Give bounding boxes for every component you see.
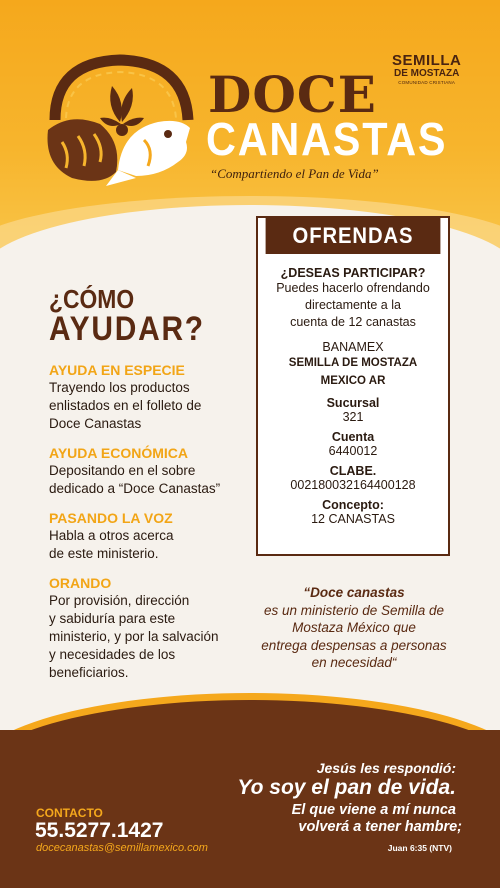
offerings-intro-2: directamente a la xyxy=(305,298,401,312)
offerings-body xyxy=(258,254,448,526)
clabe-value: 002180032164400128 xyxy=(290,478,416,492)
offerings-question: ¿DESEAS PARTICIPAR? xyxy=(280,266,426,280)
basket-logo-icon xyxy=(40,50,200,190)
help-heading-2: AYUDAR? xyxy=(49,310,205,348)
quote-line-1: es un ministerio de Semilla de xyxy=(263,602,445,618)
account-label: Cuenta xyxy=(331,430,375,444)
help-way xyxy=(49,362,249,433)
branch-label: Sucursal xyxy=(326,396,380,410)
leaf-icon xyxy=(100,86,144,136)
help-way-title: PASANDO LA VOZ xyxy=(49,510,173,526)
brand-tagline: “Compartiendo el Pan de Vida” xyxy=(210,166,379,181)
quote-bold: “Doce canastas xyxy=(303,585,405,600)
partner-line3: COMUNIDAD CRISTIANA xyxy=(398,80,456,85)
verse-line-2: El que viene a mí nunca xyxy=(291,802,456,818)
verse-main: Yo soy el pan de vida. xyxy=(237,776,456,799)
concept-value: 12 CANASTAS xyxy=(311,512,395,526)
contact-label: CONTACTO xyxy=(36,806,103,820)
help-way-title: AYUDA ECONÓMICA xyxy=(49,445,188,461)
offerings-intro-3: cuenta de 12 canastas xyxy=(290,315,416,329)
help-way-title: AYUDA EN ESPECIE xyxy=(49,362,185,378)
help-way-text: Por provisión, dirección y sabiduría para este ministerio, y por la salvación y necesidades de los beneficiarios. xyxy=(49,593,219,680)
help-way xyxy=(49,510,249,563)
branch-value: 321 xyxy=(342,410,364,424)
brand-title-line1: DOCE xyxy=(208,65,377,124)
bank-name: BANAMEX xyxy=(322,340,384,354)
partner-logo xyxy=(392,52,461,85)
clabe-label: CLABE. xyxy=(329,464,377,478)
offerings-intro-1: Puedes hacerlo ofrendando xyxy=(276,281,430,295)
bread-icon xyxy=(48,119,118,181)
ministry-quote xyxy=(248,584,460,672)
verse-reference: Juan 6:35 (NTV) xyxy=(387,843,452,853)
partner-line1: SEMILLA xyxy=(392,52,462,69)
help-way-text: Depositando en el sobre dedicado a “Doce Canastas” xyxy=(49,463,221,496)
contact-email[interactable]: docecanastas@semillamexico.com xyxy=(36,842,208,854)
help-way-text: Habla a otros acerca de este ministerio. xyxy=(49,528,174,561)
help-way-title: ORANDO xyxy=(49,575,112,591)
account-holder-1: SEMILLA DE MOSTAZA xyxy=(288,357,418,369)
brand-title-line2: CANASTAS xyxy=(206,113,448,165)
contact-phone[interactable]: 55.5277.1427 xyxy=(35,819,164,842)
quote-line-2: Mostaza México que xyxy=(292,620,416,635)
help-way xyxy=(49,575,249,682)
concept-label: Concepto: xyxy=(322,498,384,512)
quote-line-3: entrega despensas a personas xyxy=(261,637,447,653)
help-way xyxy=(49,445,249,498)
verse-line-3: volverá a tener hambre; xyxy=(298,819,462,835)
account-value: 6440012 xyxy=(328,444,378,458)
help-way-text: Trayendo los productos enlistados en el folleto de Doce Canastas xyxy=(49,380,202,431)
quote-line-4: en necesidad“ xyxy=(311,655,397,670)
account-holder-2: MEXICO AR xyxy=(320,375,386,387)
offerings-title: OFRENDAS xyxy=(266,218,441,254)
help-heading-1: ¿CÓMO xyxy=(49,284,135,314)
verse-intro: Jesús les respondió: xyxy=(316,760,456,776)
offerings-box xyxy=(256,216,450,556)
partner-line2: DE MOSTAZA xyxy=(393,68,460,79)
help-ways-list xyxy=(49,362,249,694)
